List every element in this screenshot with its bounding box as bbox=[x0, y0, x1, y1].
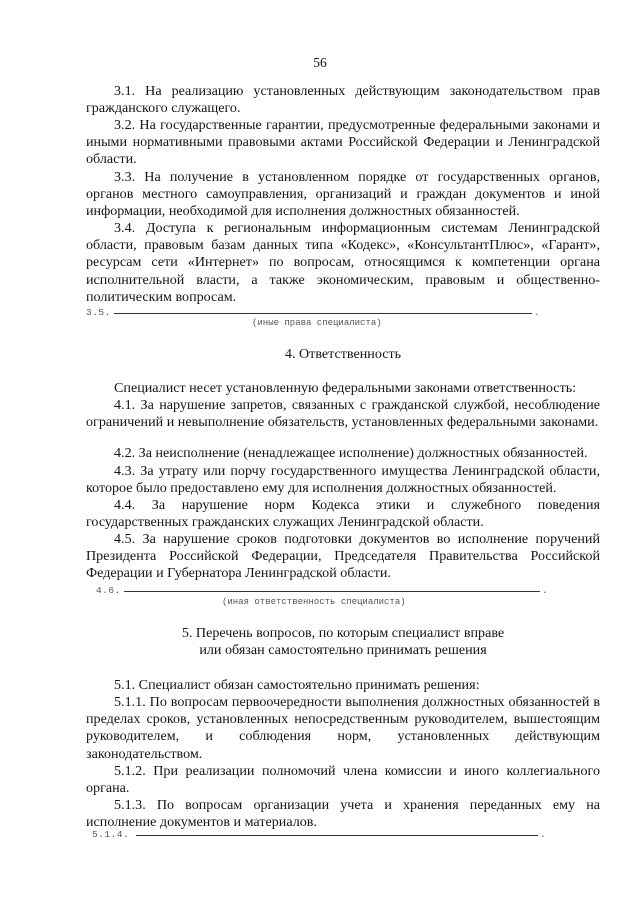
clause-4-2: 4.2. За неисполнение (ненадлежащее исполнение) должностных обязанностей. bbox=[114, 445, 588, 461]
responsibility-intro: Специалист несет установленную федеральными законами ответственность: bbox=[114, 380, 577, 396]
blank-3-5-line bbox=[114, 313, 532, 314]
blank-3-5-label: 3.5. bbox=[86, 307, 111, 318]
clause-4-1: 4.1. За нарушение запретов, связанных с гражданской службой, несоблюдение ограничений и невыполнение обязательств, установленных федеральными законами. bbox=[86, 397, 600, 431]
blank-5-1-4-line bbox=[136, 835, 538, 836]
clause-3-1: 3.1. На реализацию установленных действующим законодательством прав гражданского служащего. bbox=[86, 83, 600, 117]
blank-5-1-4-end: . bbox=[540, 829, 547, 840]
blank-3-5-end: . bbox=[534, 307, 541, 318]
blank-4-6-caption: (иная ответственность специалиста) bbox=[222, 597, 406, 607]
clause-5-1: 5.1. Специалист обязан самостоятельно принимать решения: bbox=[114, 677, 480, 693]
page-number: 56 bbox=[313, 55, 327, 70]
section-5-heading-line1: 5. Перечень вопросов, по которым специалист вправе bbox=[181, 625, 505, 641]
blank-4-6-end: . bbox=[542, 585, 549, 596]
blank-4-6-label: 4.6. bbox=[96, 585, 121, 596]
blank-3-5-caption: (иные права специалиста) bbox=[252, 318, 382, 328]
clause-5-1-1: 5.1.1. По вопросам первоочередности выполнения должностных обязанностей в пределах сроков, установленных непосредственным руководителем, вышестоящим руководителем, и соблюдения норм, установленных действующим законодательством. bbox=[86, 694, 600, 762]
clause-5-1-2: 5.1.2. При реализации полномочий члена комиссии и иного коллегиального органа. bbox=[86, 763, 600, 797]
clause-5-1-3: 5.1.3. По вопросам организации учета и хранения переданных ему на исполнение документов и материалов. bbox=[86, 797, 600, 831]
section-4-heading: 4. Ответственность bbox=[284, 346, 402, 362]
clause-3-3: 3.3. На получение в установленном порядке от государственных органов, органов местного самоуправления, организаций и граждан документов и иной информации, необходимой для исполнения должностных обязанностей. bbox=[86, 169, 600, 220]
clause-4-3: 4.3. За утрату или порчу государственного имущества Ленинградской области, которое было предоставлено ему для исполнения должностных обязанностей. bbox=[86, 463, 600, 497]
blank-4-6-line bbox=[124, 591, 540, 592]
clause-3-2: 3.2. На государственные гарантии, предусмотренные федеральными законами и иными нормативными правовыми актами Российской Федерации и Ленинградской области. bbox=[86, 117, 600, 168]
clause-4-4: 4.4. За нарушение норм Кодекса этики и служебного поведения государственных гражданских служащих Ленинградской области. bbox=[86, 497, 600, 531]
clause-4-5: 4.5. За нарушение сроков подготовки документов во исполнение поручений Президента Российской Федерации, Председателя Правительства Российской Федерации и Губернатора Ленинградской области. bbox=[86, 531, 600, 582]
section-5-heading-line2: или обязан самостоятельно принимать решения bbox=[199, 642, 487, 658]
blank-5-1-4-label: 5.1.4. bbox=[92, 829, 130, 840]
clause-3-4: 3.4. Доступа к региональным информационным системам Ленинградской области, правовым базам данных типа «Кодекс», «КонсультантПлюс», «Гарант», ресурсам сети «Интернет» по вопросам, относящимся к компетенции органа исполнительной власти, а также экономическим, правовым и общественно-политическим вопросам. bbox=[86, 220, 600, 305]
